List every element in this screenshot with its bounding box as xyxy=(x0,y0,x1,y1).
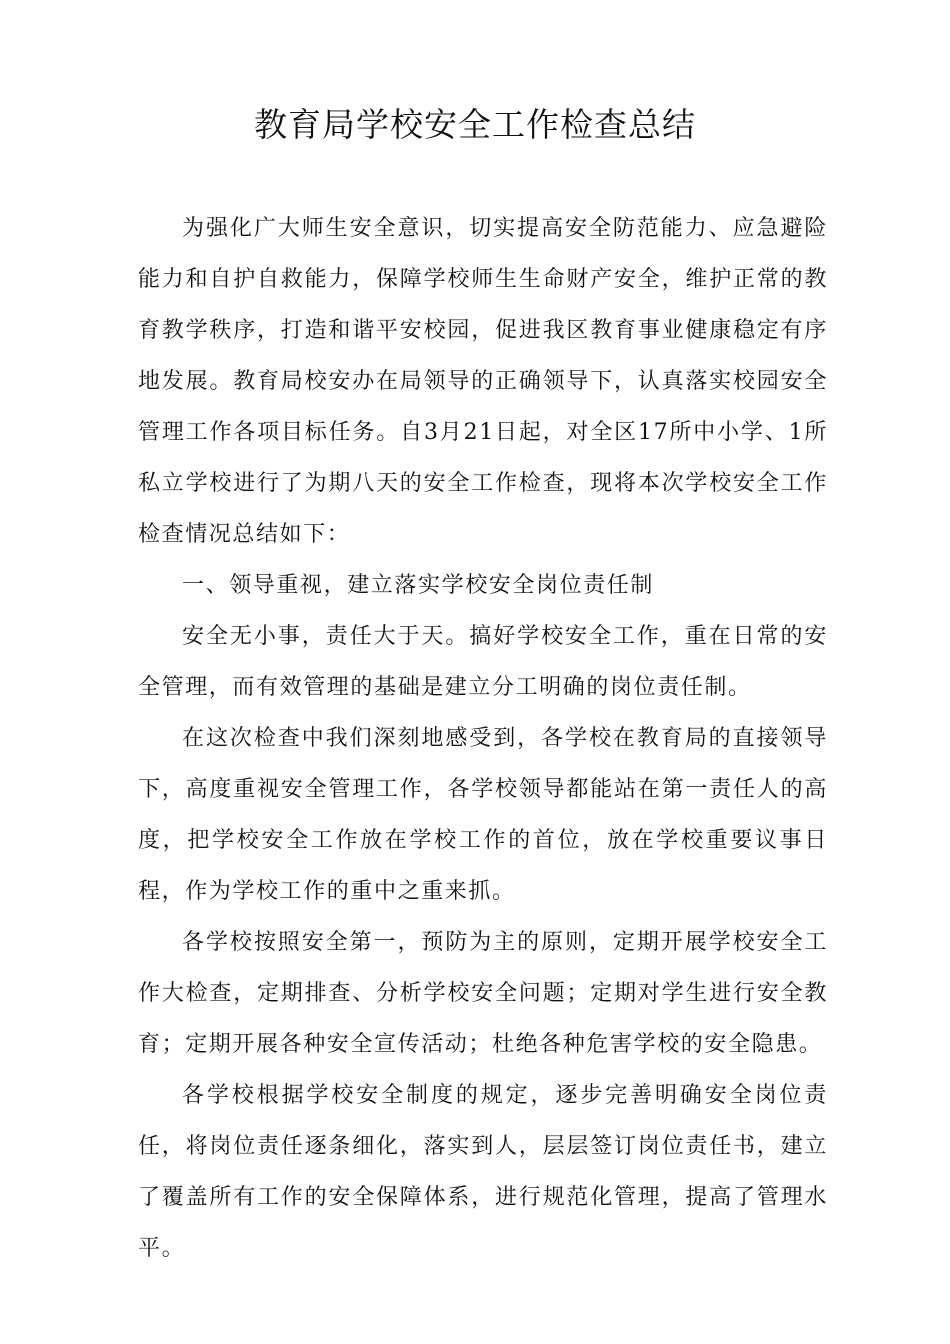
paragraph-5: 各学校根据学校安全制度的规定，逐步完善明确安全岗位责任，将岗位责任逐条细化，落实到人，层层签订岗位责任书，建立了覆盖所有工作的安全保障体系，进行规范化管理，提高了管理水平。 xyxy=(138,1083,828,1261)
paragraph-intro: 为强化广大师生安全意识，切实提高安全防范能力、应急避险能力和自护自救能力，保障学校师生生命财产安全，维护正常的教育教学秩序，打造和谐平安校园，促进我区教育事业健康稳定有序地发展。教育局校安办在局领导的正确领导下，认真落实校园安全管理工作各项目标任务。自3月21日起，对全区17所中小学、1所私立学校进行了为期八天的安全工作检查，现将本次学校安全工作检查情况总结如下： xyxy=(138,216,828,547)
document-title: 教育局学校安全工作检查总结 xyxy=(254,105,696,144)
paragraph-2: 安全无小事，责任大于天。搞好学校安全工作，重在日常的安全管理，而有效管理的基础是建立分工明确的岗位责任制。 xyxy=(138,624,828,700)
paragraph-3: 在这次检查中我们深刻地感受到，各学校在教育局的直接领导下，高度重视安全管理工作，各学校领导都能站在第一责任人的高度，把学校安全工作放在学校工作的首位，放在学校重要议事日程，作为学校工作的重中之重来抓。 xyxy=(138,726,828,904)
section-heading-1: 一、领导重视，建立落实学校安全岗位责任制 xyxy=(182,573,655,598)
paragraph-4: 各学校按照安全第一，预防为主的原则，定期开展学校安全工作大检查，定期排查、分析学校安全问题；定期对学生进行安全教育；定期开展各种安全宣传活动；杜绝各种危害学校的安全隐患。 xyxy=(138,930,828,1057)
document-body xyxy=(138,203,828,1274)
